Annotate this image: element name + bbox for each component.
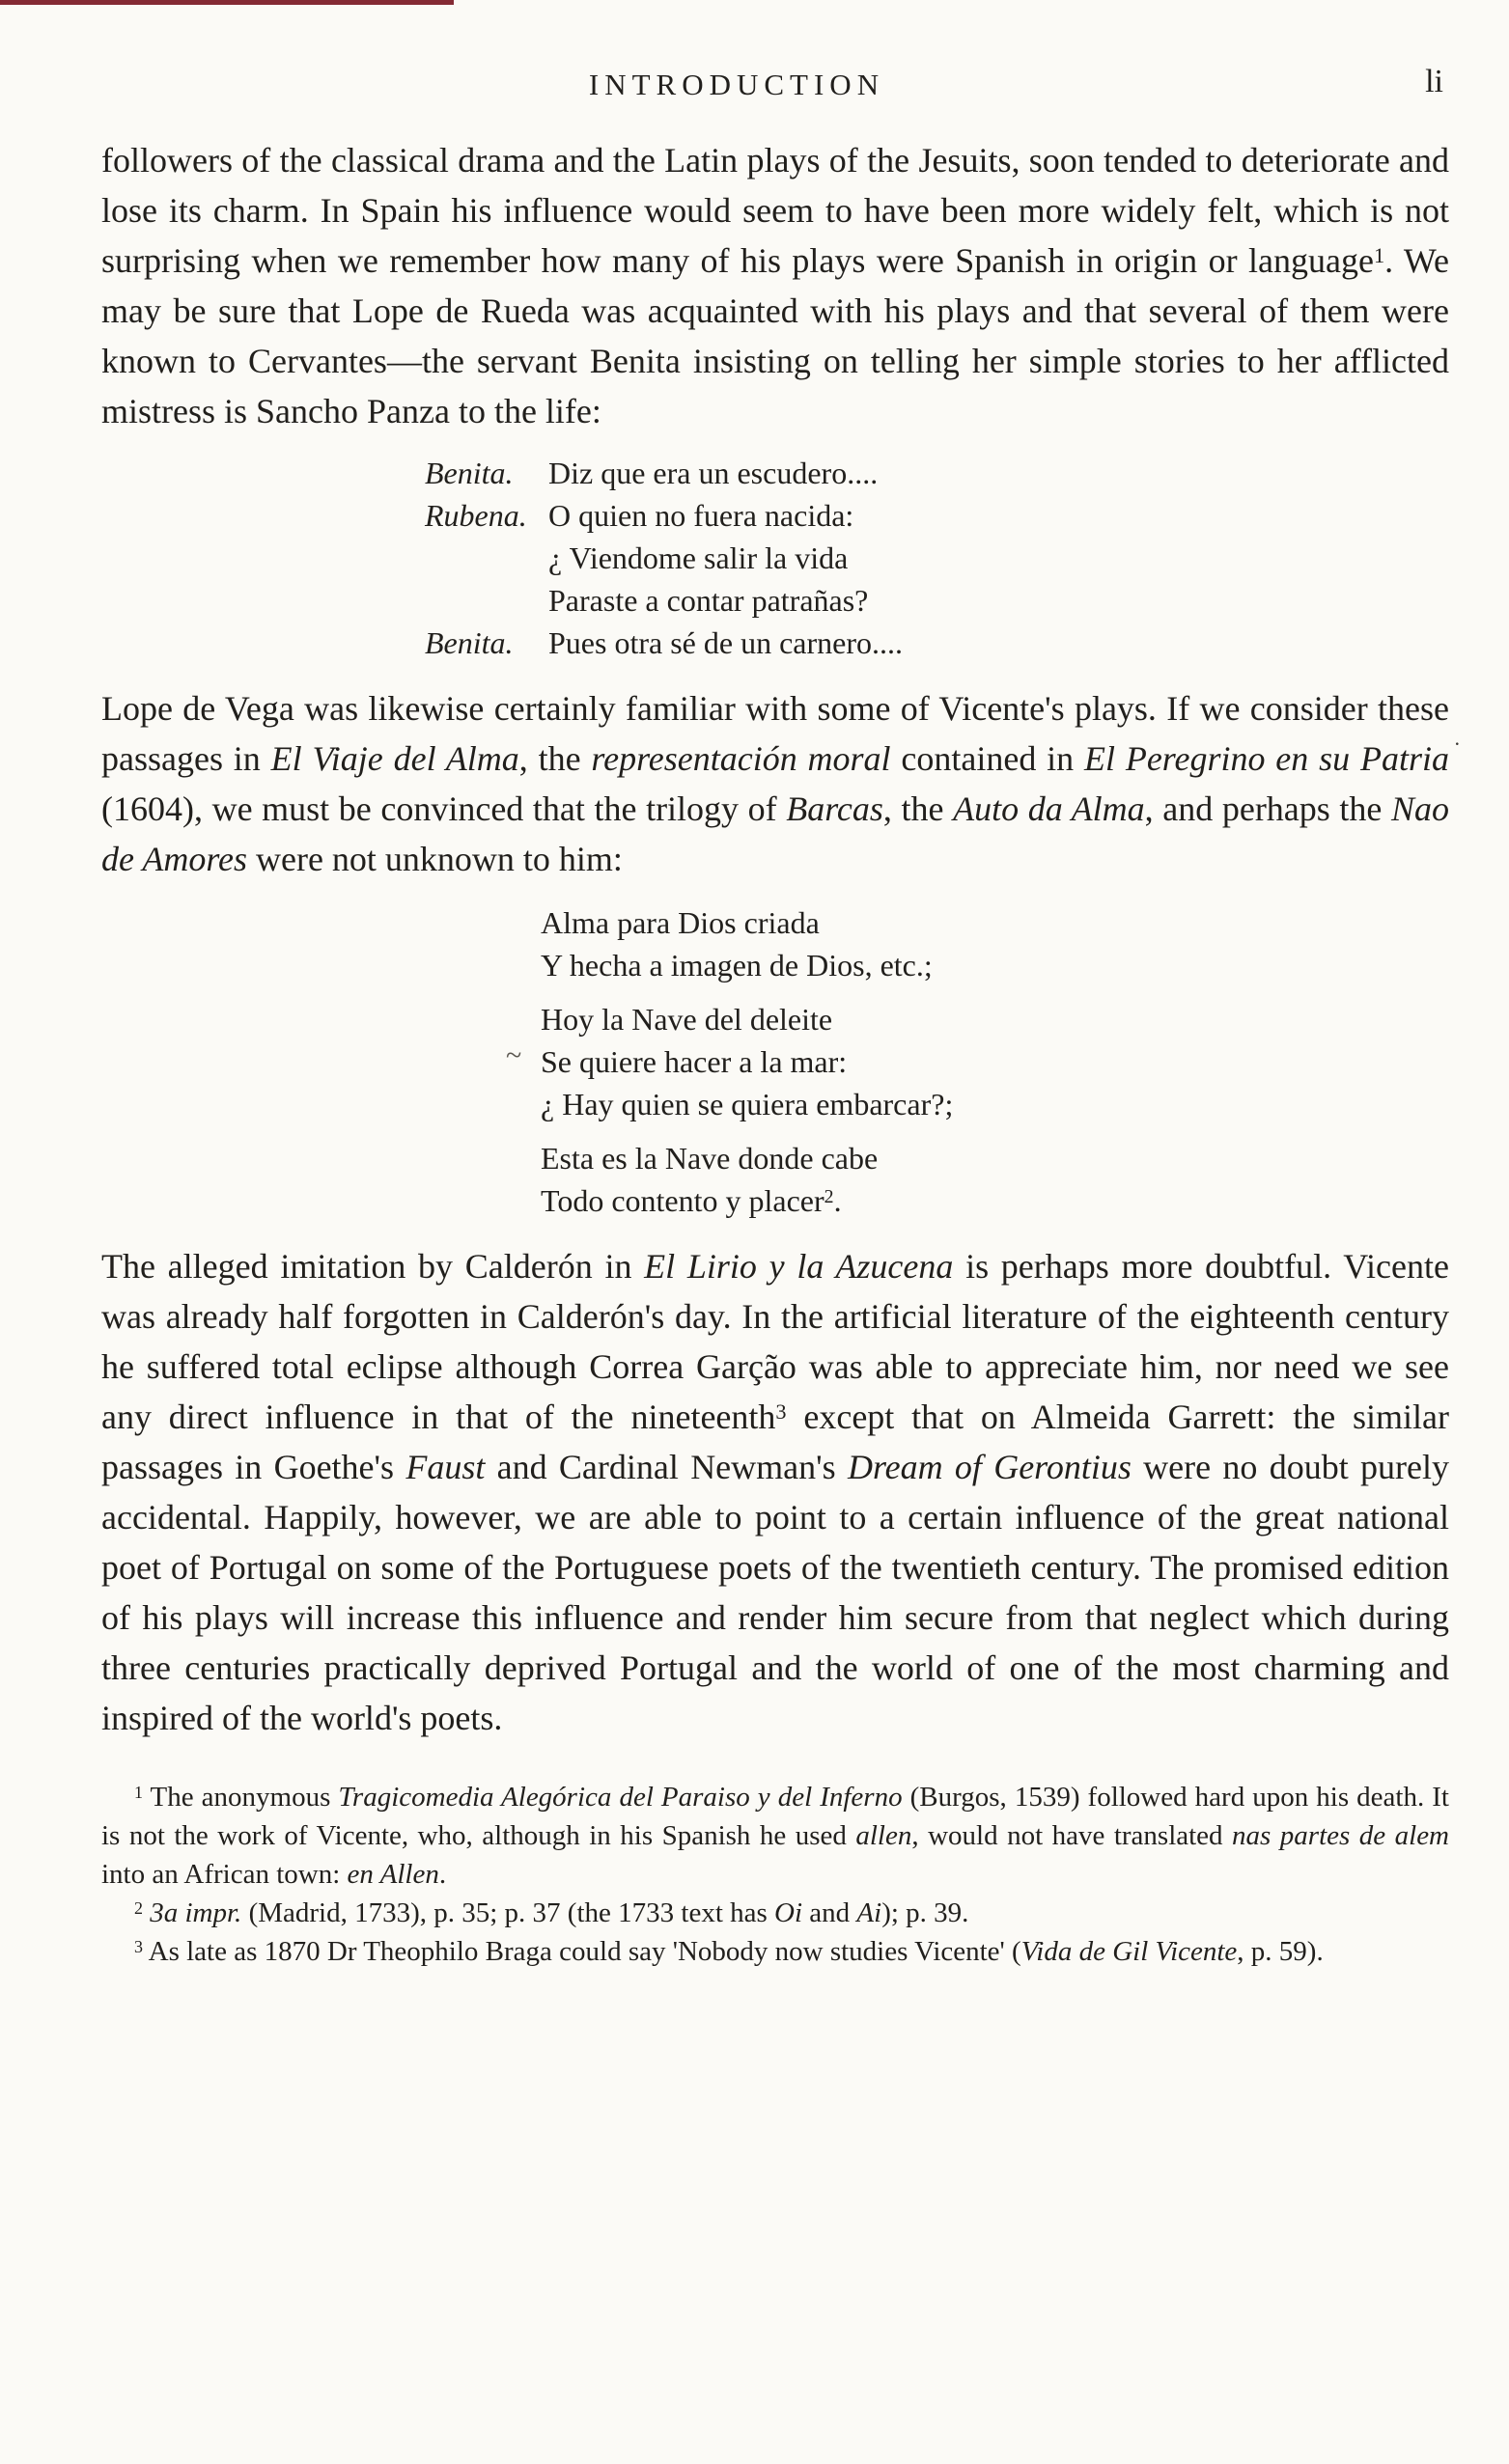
footnote-2: $^2$ 3a impr. (Madrid, 1733), p. 35; p. 37 (the 1733 text has Oi and Ai); p. 39.: [134, 1897, 969, 1928]
stray-pencil-mark: ~: [506, 1039, 522, 1071]
verse-speaker: Benita.: [425, 456, 514, 490]
verse-speaker: [425, 579, 548, 622]
verse-quotation-rubena: [425, 452, 1449, 664]
paragraph-3: The alleged imitation by Calderón in El Lirio y la Azucena is perhaps more doubtful. Vicente was already half forgotten in Calderón's day. In the artificial literature of the eighteenth century he suffered total eclipse although Correa Garção was able to appreciate him, nor need we see any direct influence in that of the nineteenth$^3$ except that on Almeida Garrett: the similar passages in Goethe's Faust and Cardinal Newman's Dream of Gerontius were no doubt purely accidental. Happily, however, we are able to point to a certain influence of the great national poet of Portugal on some of the Portuguese poets of the twentieth century. The promised edition of his plays will increase this influence and render him secure from that neglect which during three centuries practically deprived Portugal and the world of one of the most charming and inspired of the world's poets.: [101, 1247, 1450, 1737]
verse-speaker: Benita.: [425, 625, 514, 660]
footnote-1: $^1$ The anonymous Tragicomedia Alegórica del Paraiso y del Inferno (Burgos, 1539) followed hard upon his death. It is not the work of Vicente, who, although in his Spanish he used allen, would not have translated nas partes de alem into an African town: en Allen.: [101, 1782, 1450, 1890]
footnote-3: $^3$ As late as 1870 Dr Theophilo Braga could say 'Nobody now studies Vicente' (Vida de Gil Vicente, p. 59).: [134, 1936, 1324, 1967]
page-header: [101, 64, 1449, 112]
verse-text: O quien no fuera nacida:: [548, 498, 854, 533]
running-title: INTRODUCTION: [588, 68, 885, 101]
verse-line: [425, 579, 1449, 622]
paragraph-1: followers of the classical drama and the Latin plays of the Jesuits, soon tended to deteriorate and lose its charm. In Spain his influence would seem to have been more widely felt, which is not surprising when we remember how many of his plays were Spanish in origin or language$^1$. We may be sure that Lope de Rueda was acquainted with his plays and that several of them were known to Cervantes—the servant Benita insisting on telling her simple stories to her afflicted mistress is Sancho Panza to the life:: [101, 141, 1449, 430]
verse-speaker: [425, 537, 548, 579]
verse-text: ¿ Viendome salir la vida: [548, 540, 849, 575]
verse-line: Hoy la Nave del deleite: [541, 1002, 833, 1037]
verse-line: ¿ Hay quien se quiera embarcar?;: [541, 1087, 954, 1121]
paragraph-2: Lope de Vega was likewise certainly familiar with some of Vicente's plays. If we consider these passages in El Viaje del Alma, the representación moral contained in El Peregrino en su Patria (1604), we must be convinced that the trilogy of Barcas, the Auto da Alma, and perhaps the Nao de Amores were not unknown to him:: [101, 689, 1449, 878]
verse-line: [425, 537, 1449, 579]
verse-line: [425, 494, 1449, 537]
verse-stanza: [541, 1137, 1449, 1222]
verse-line: Y hecha a imagen de Dios, etc.;: [541, 948, 933, 983]
verse-line: [425, 622, 1449, 664]
margin-dot-artifact: ·: [1453, 732, 1461, 756]
verse-line: Todo contento y placer$^2$.: [541, 1183, 842, 1218]
verse-text: Diz que era un escudero....: [548, 456, 879, 490]
verse-quotation-nave: [506, 901, 1449, 1222]
page-number: li: [1425, 64, 1443, 99]
verse-line: [506, 1039, 1449, 1083]
verse-text: Se quiere hacer a la mar:: [541, 1044, 848, 1079]
verse-text: Pues otra sé de un carnero....: [548, 625, 903, 660]
verse-stanza: [541, 901, 1449, 986]
verse-line: Alma para Dios criada: [541, 905, 820, 940]
verse-line: [425, 452, 1449, 494]
verse-stanza: [506, 998, 1449, 1125]
scan-edge-artifact: [0, 0, 454, 5]
verse-text: Paraste a contar patrañas?: [548, 583, 869, 618]
verse-line: Esta es la Nave donde cabe: [541, 1141, 879, 1176]
footnotes-section: [101, 1778, 1449, 1971]
verse-speaker: Rubena.: [425, 498, 527, 533]
